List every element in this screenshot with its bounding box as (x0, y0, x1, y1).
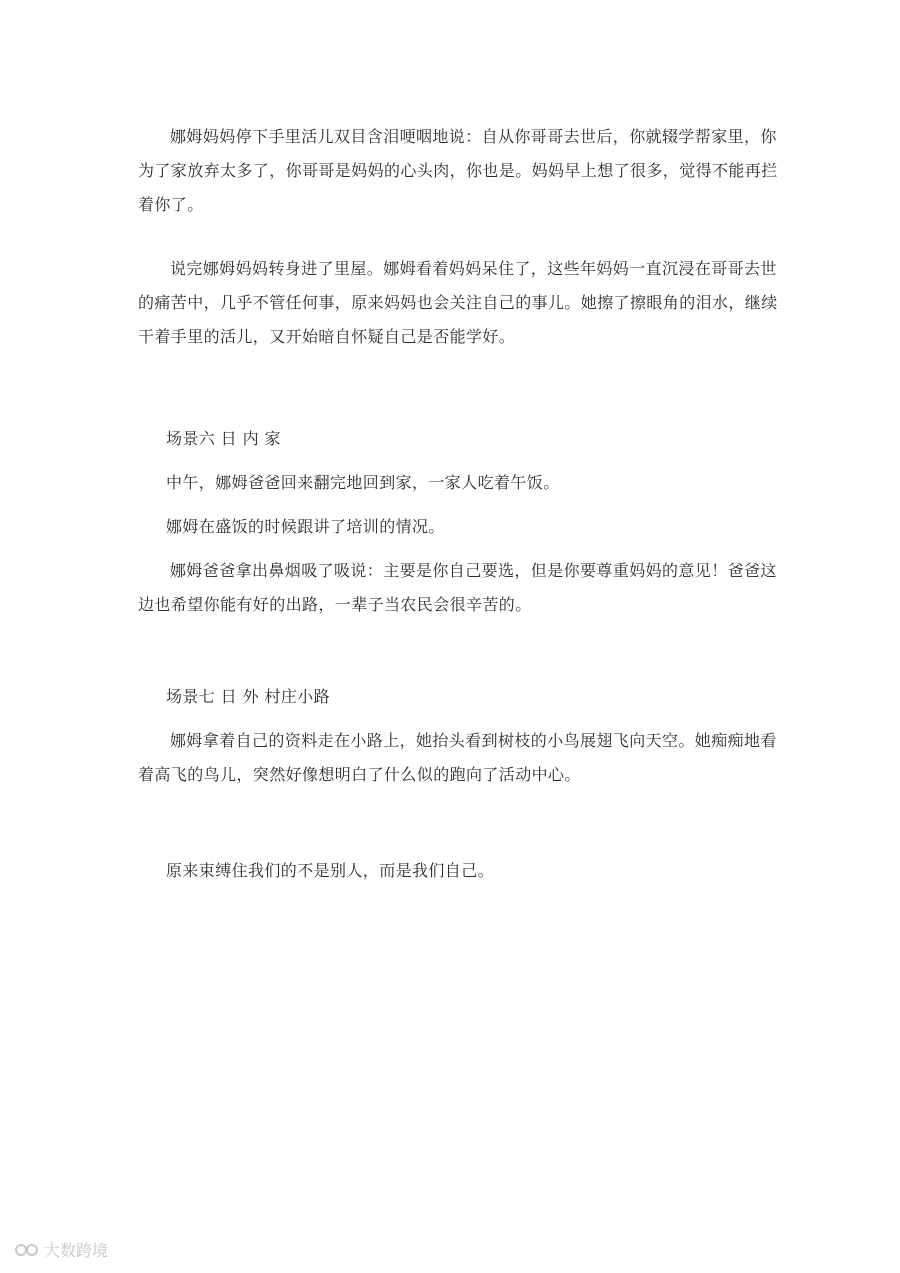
scene6-heading: 场景六 日 内 家 (166, 429, 281, 448)
watermark (14, 1238, 108, 1261)
brand-logo-icon (14, 1241, 40, 1259)
paragraph-mother-leaves: 说完娜姆妈妈转身进了里屋。娜姆看着妈妈呆住了，这些年妈妈一直沉浸在哥哥去世的痛苦中，几乎不管任何事，原来妈妈也会关注自己的事儿。她擦了擦眼角的泪水，继续干着手里的活儿，又开始暗自怀疑自己是否能学好。 (138, 259, 778, 346)
scene7-line-bird: 娜姆拿着自己的资料走在小路上，她抬头看到树枝的小鸟展翅飞向天空。她痴痴地看着高飞的鸟儿，突然好像想明白了什么似的跑向了活动中心。 (138, 731, 777, 784)
closing-line: 原来束缚住我们的不是别人，而是我们自己。 (166, 861, 495, 880)
paragraph-mother-speech: 娜姆妈妈停下手里活儿双目含泪哽咽地说：自从你哥哥去世后，你就辍学帮家里，你为了家放弃太多了，你哥哥是妈妈的心头肉，你也是。妈妈早上想了很多，觉得不能再拦着你了。 (138, 127, 778, 214)
scene6-line-father: 娜姆爸爸拿出鼻烟吸了吸说：主要是你自己要选，但是你要尊重妈妈的意见！爸爸这边也希望你能有好的出路，一辈子当农民会很辛苦的。 (138, 561, 777, 614)
scene6-line-training: 娜姆在盛饭的时候跟讲了培训的情况。 (166, 517, 445, 536)
scene6-line-lunch: 中午，娜姆爸爸回来翻完地回到家，一家人吃着午饭。 (166, 473, 560, 492)
watermark-text: 大数跨境 (44, 1241, 109, 1260)
scene7-heading: 场景七 日 外 村庄小路 (166, 687, 331, 706)
